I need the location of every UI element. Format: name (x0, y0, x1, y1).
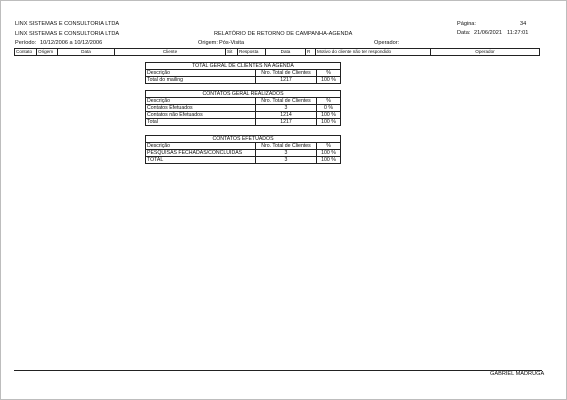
date-value: 21/06/2021 (474, 30, 502, 36)
operator-label: Operador: (374, 40, 400, 46)
header-percent: % (317, 70, 341, 77)
row-count: 3 (256, 105, 317, 112)
date-label: Data: (457, 30, 471, 36)
footer-user: GABRIEL MADRUGA (490, 371, 545, 377)
origin-value: Pós-Visita (219, 40, 245, 46)
section-contatos-geral (145, 90, 341, 126)
header-descricao: Descrição (146, 98, 256, 105)
row-count: 1217 (256, 77, 317, 84)
section-total-geral (145, 62, 341, 84)
row-count: 1214 (256, 112, 317, 119)
page-label: Página: (457, 21, 476, 27)
header-total-clientes: Nro. Total de Clientes (256, 143, 317, 150)
col-sit: Sit (226, 49, 238, 56)
company-name-1: LINX SISTEMAS E CONSULTORIA LTDA (15, 21, 120, 27)
row-percent: 100 % (317, 157, 341, 164)
row-description: PESQUISAS FECHADAS/CONCLUÍDAS (146, 150, 256, 157)
table-row (146, 119, 341, 126)
time-value: 11:27:01 (507, 30, 529, 36)
column-header-table (14, 48, 540, 56)
header-percent: % (317, 98, 341, 105)
footer-divider (14, 370, 542, 371)
row-percent: 100 % (317, 150, 341, 157)
table-header-row (146, 70, 341, 77)
table-row (146, 112, 341, 119)
row-description: Contatos não Efetuados (146, 112, 256, 119)
header-total-clientes: Nro. Total de Clientes (256, 70, 317, 77)
period-label: Período: (15, 40, 37, 46)
row-description: Total do mailing (146, 77, 256, 84)
row-description: TOTAL (146, 157, 256, 164)
row-percent: 100 % (317, 112, 341, 119)
row-count: 3 (256, 157, 317, 164)
page-number: 34 (520, 21, 527, 27)
col-r: R (306, 49, 316, 56)
header-total-clientes: Nro. Total de Clientes (256, 98, 317, 105)
table-row (146, 105, 341, 112)
col-operador: Operador (431, 49, 540, 56)
report-title: RELATÓRIO DE RETORNO DE CAMPANHA-AGENDA (214, 31, 353, 37)
table-header-row (146, 98, 341, 105)
period-value: 10/12/2006 a 10/12/2006 (40, 40, 103, 46)
section-title: CONTATOS GERAL REALIZADOS (146, 91, 341, 98)
table-row (146, 77, 341, 84)
header-percent: % (317, 143, 341, 150)
row-count: 1217 (256, 119, 317, 126)
company-name-2: LINX SISTEMAS E CONSULTORIA LTDA (15, 31, 120, 37)
row-percent: 100 % (317, 119, 341, 126)
row-percent: 0 % (317, 105, 341, 112)
row-count: 3 (256, 150, 317, 157)
row-description: Contatos Efetuados (146, 105, 256, 112)
col-resposta: Resposta (238, 49, 266, 56)
col-data: Data (58, 49, 115, 56)
section-title: CONTATOS EFETUADOS (146, 136, 341, 143)
header-descricao: Descrição (146, 143, 256, 150)
section-contatos-efetuados (145, 135, 341, 164)
col-data-resposta: Data (266, 49, 306, 56)
row-percent: 100 % (317, 77, 341, 84)
table-header-row (146, 143, 341, 150)
table-row (146, 157, 341, 164)
header-descricao: Descrição (146, 70, 256, 77)
col-origem: Origem (37, 49, 58, 56)
origin-label: Origem: (198, 40, 218, 46)
col-motivo: Motivo do cliente não ter respondido (316, 49, 431, 56)
col-contato: Contato (15, 49, 37, 56)
row-description: Total (146, 119, 256, 126)
section-title: TOTAL GERAL DE CLIENTES NA AGENDA (146, 63, 341, 70)
table-row (146, 150, 341, 157)
col-cliente: Cliente (115, 49, 226, 56)
